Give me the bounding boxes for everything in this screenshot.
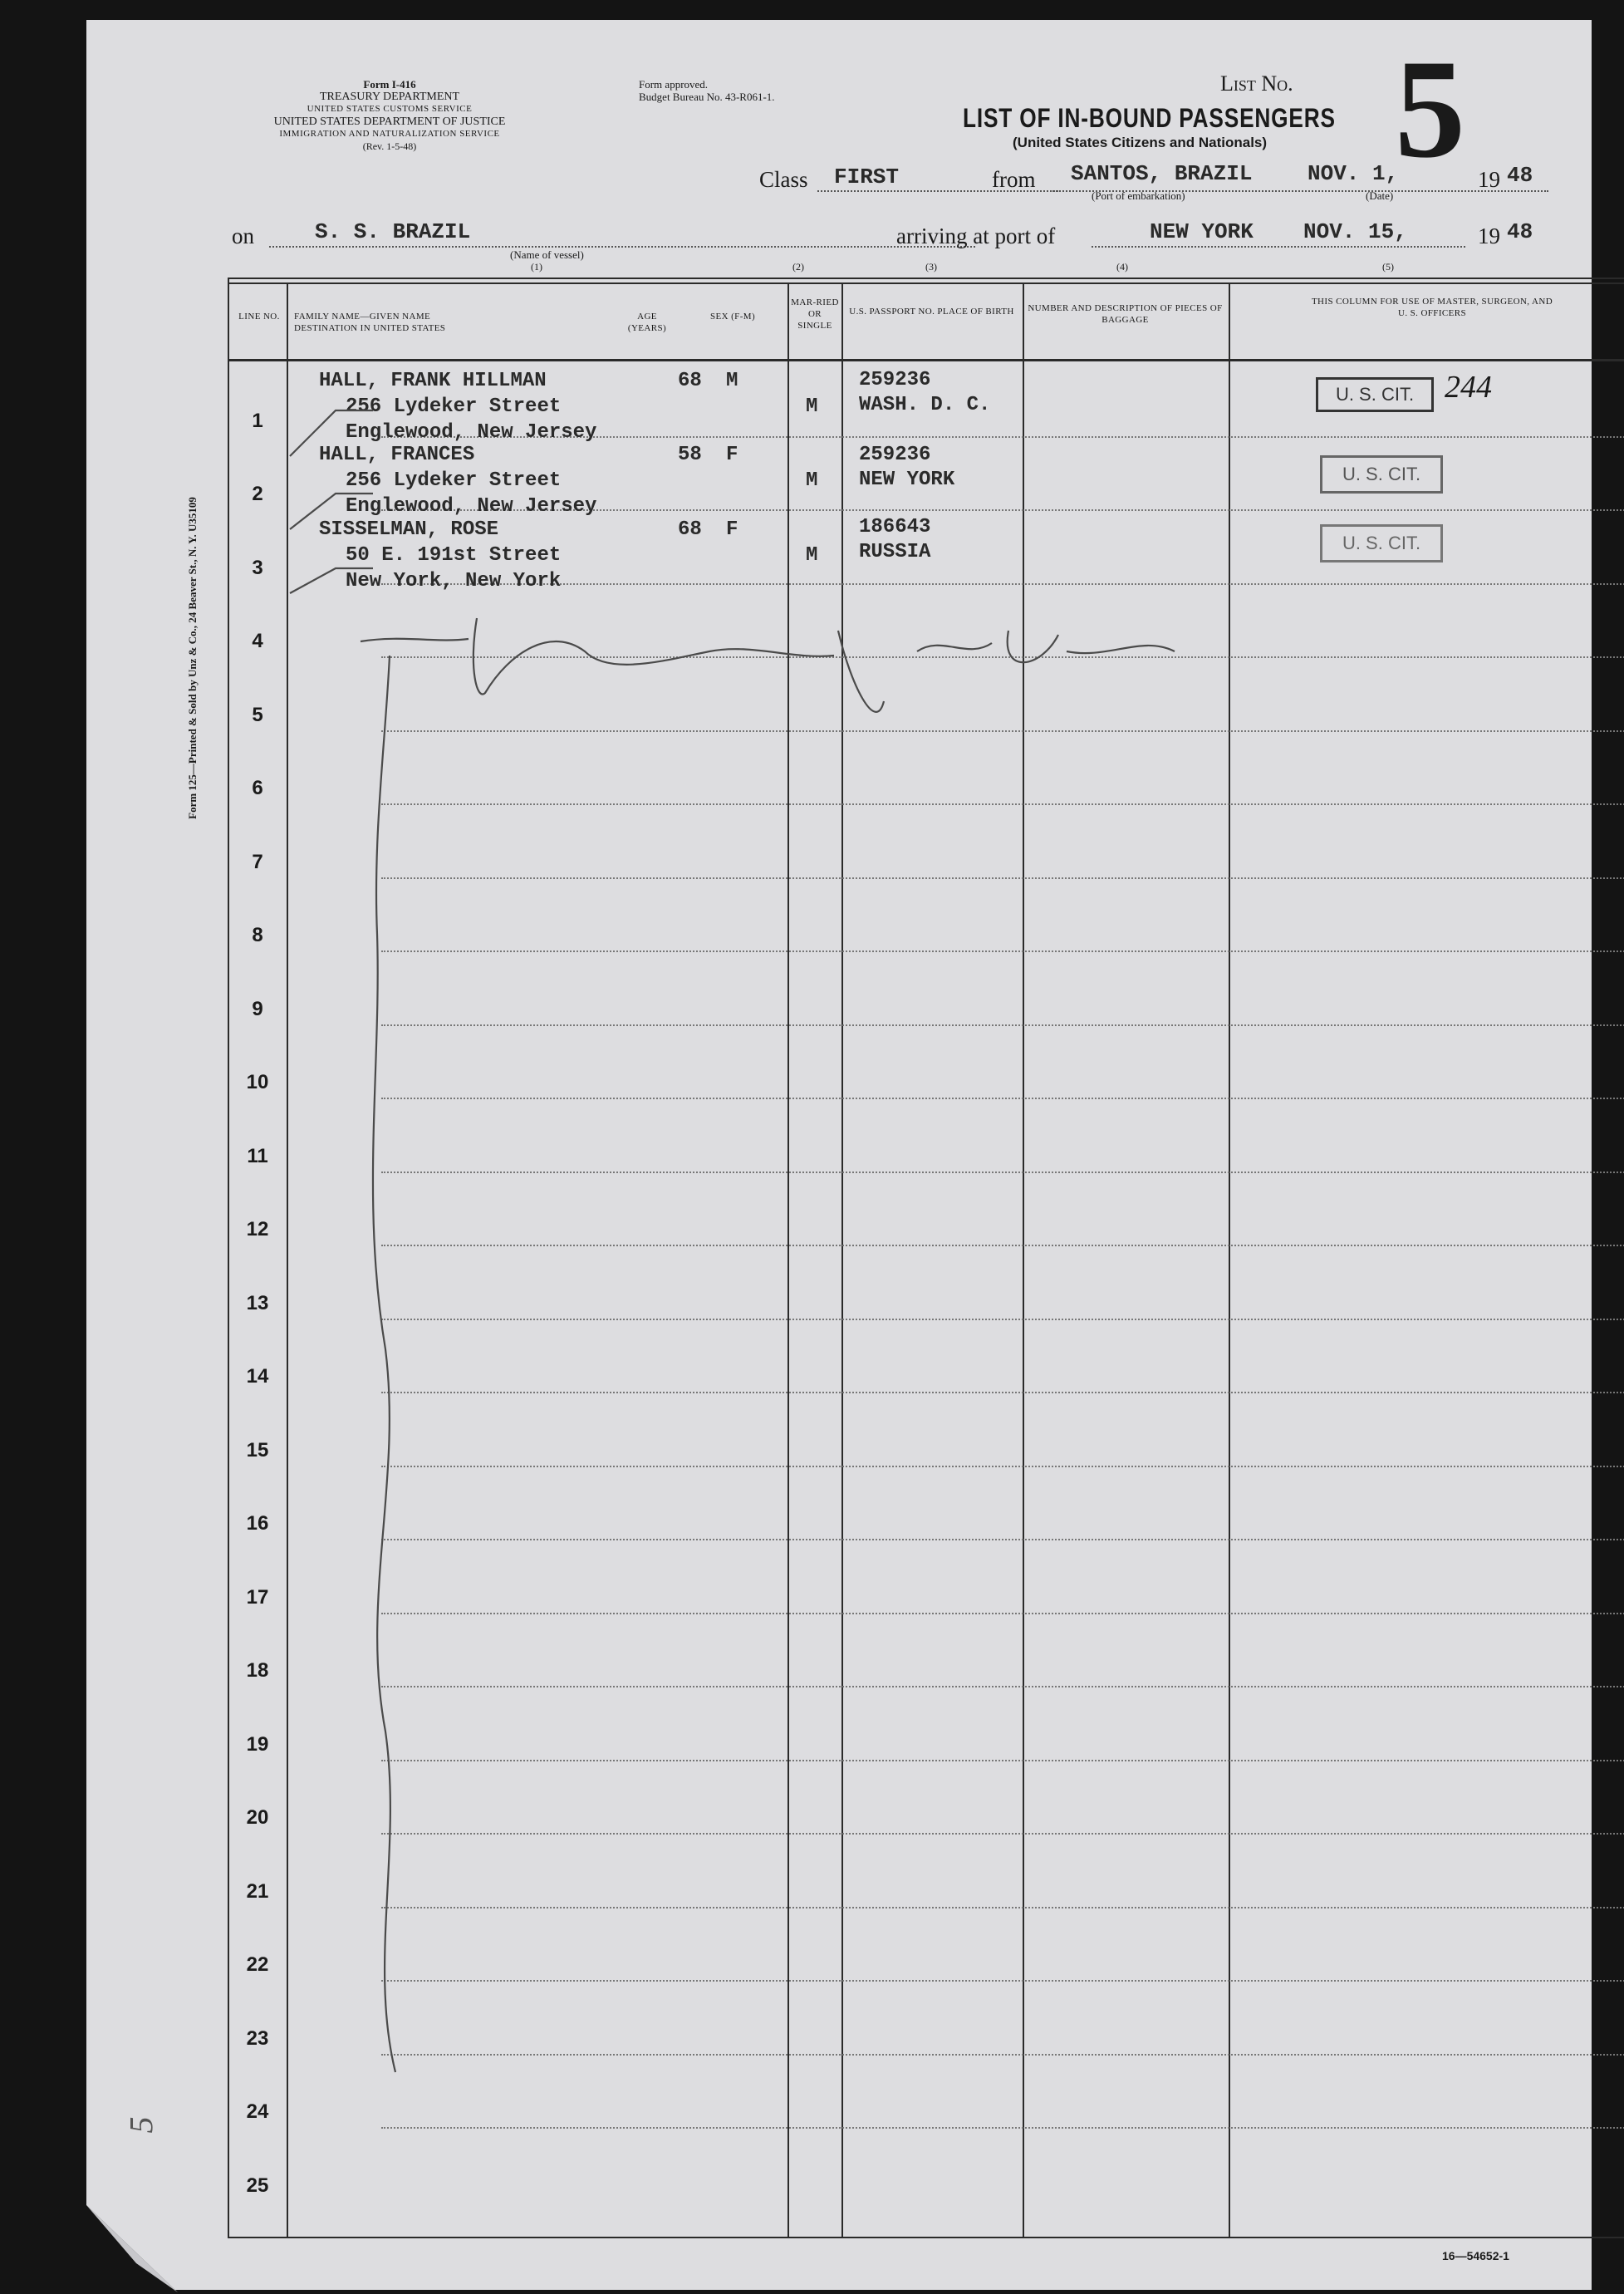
- line-number: 12: [246, 1218, 269, 1240]
- passenger-1-age: 68: [678, 370, 702, 392]
- col-header-officers: THIS COLUMN FOR USE OF MASTER, SURGEON, AND U. S. OFFICERS: [1311, 297, 1553, 318]
- vessel-caption: (Name of vessel): [510, 248, 584, 261]
- margin-mark: 5: [122, 2116, 160, 2134]
- embark-port: SANTOS, BRAZIL: [1071, 161, 1253, 186]
- line-number: 15: [246, 1438, 269, 1461]
- col-num-2: (2): [792, 261, 804, 273]
- class-value: FIRST: [834, 165, 900, 189]
- line-number: 21: [246, 1879, 269, 1903]
- passenger-1-city: Englewood, New Jersey: [346, 421, 597, 444]
- passenger-3-birthplace: RUSSIA: [859, 541, 931, 563]
- passenger-2-street: 256 Lydeker Street: [346, 469, 562, 492]
- passenger-1-name: HALL, FRANK HILLMAN: [319, 370, 547, 392]
- line-number: 16: [246, 1512, 269, 1535]
- arriving-label: arriving at port of: [896, 224, 1056, 248]
- list-no-label: List No.: [1220, 71, 1293, 96]
- side-imprint: Form 125—Printed & Sold by Unz & Co., 24 Beaver St., N. Y. U35109: [186, 497, 199, 819]
- signature-flourish: [373, 656, 395, 2072]
- treasury-dept: TREASURY DEPARTMENT: [319, 91, 460, 103]
- line-number: 25: [246, 2174, 269, 2197]
- col-header-baggage: NUMBER AND DESCRIPTION OF PIECES OF BAGGAGE: [1028, 303, 1223, 325]
- col-header-age: AGE (YEARS): [627, 312, 667, 333]
- col-header-passport: U.S. PASSPORT NO. PLACE OF BIRTH: [849, 307, 1014, 317]
- line-number: 18: [246, 1659, 269, 1682]
- passenger-3-marital: M: [806, 544, 818, 567]
- col-header-married: MAR-RIED OR SINGLE: [791, 297, 839, 331]
- line-number: 11: [247, 1144, 268, 1167]
- line-number: 7: [252, 850, 263, 873]
- passenger-3-name: SISSELMAN, ROSE: [319, 518, 499, 541]
- line-number: 9: [252, 997, 263, 1020]
- passenger-1-sex: M: [726, 370, 738, 392]
- passenger-2-birthplace: NEW YORK: [859, 469, 955, 491]
- signature-mark: [361, 618, 1175, 712]
- col-header-destination: DESTINATION IN UNITED STATES: [294, 323, 446, 333]
- page-subtitle: (United States Citizens and Nationals): [1013, 135, 1268, 150]
- col-header-name: FAMILY NAME—GIVEN NAME: [294, 312, 431, 322]
- passenger-3-citizen-stamp: U. S. CIT.: [1320, 524, 1443, 562]
- passenger-1-street: 256 Lydeker Street: [346, 395, 562, 418]
- arrival-year: 48: [1507, 219, 1533, 244]
- passenger-3-city: New York, New York: [346, 570, 562, 592]
- passenger-1-passport: 259236: [859, 369, 931, 391]
- line-number: 8: [252, 924, 263, 946]
- col-num-5: (5): [1382, 261, 1394, 273]
- arrival-port: NEW YORK: [1150, 219, 1254, 244]
- passenger-2-name: HALL, FRANCES: [319, 444, 475, 466]
- line-number: 14: [246, 1365, 269, 1388]
- line-number: 24: [246, 2100, 269, 2123]
- passenger-2-citizen-stamp: U. S. CIT.: [1320, 455, 1443, 494]
- folded-corner: [86, 2205, 186, 2292]
- passenger-3-passport: 186643: [859, 516, 931, 538]
- passenger-1-marital: M: [806, 395, 818, 418]
- passenger-2-sex: F: [726, 444, 738, 466]
- line-number: 3: [252, 556, 263, 579]
- line-number: 2: [252, 483, 263, 505]
- immigration-service: IMMIGRATION AND NATURALIZATION SERVICE: [279, 129, 500, 139]
- passenger-2-passport: 259236: [859, 444, 931, 466]
- passenger-1-birthplace: WASH. D. C.: [859, 394, 991, 416]
- customs-service: UNITED STATES CUSTOMS SERVICE: [307, 104, 473, 114]
- justice-dept: UNITED STATES DEPARTMENT OF JUSTICE: [273, 115, 506, 128]
- manifest-sheet: [86, 20, 1592, 2290]
- passenger-2-marital: M: [806, 469, 818, 492]
- col-num-4: (4): [1116, 261, 1128, 273]
- passenger-1-citizen-stamp: U. S. CIT.: [1316, 377, 1434, 412]
- line-number: 22: [246, 1953, 269, 1976]
- line-number: 20: [246, 1806, 269, 1829]
- line-number: 4: [252, 630, 263, 652]
- passenger-3-sex: F: [726, 518, 738, 541]
- passenger-2-city: Englewood, New Jersey: [346, 495, 597, 518]
- check-mark: [290, 410, 373, 456]
- embark-date: NOV. 1,: [1308, 161, 1399, 186]
- check-mark: [290, 568, 373, 593]
- col-header-line-no: LINE NO.: [238, 312, 280, 322]
- line-number: 6: [252, 777, 263, 799]
- col-num-3: (3): [925, 261, 937, 273]
- passenger-1-officer-note: 244: [1445, 370, 1492, 405]
- footer-code: 16—54652-1: [1442, 2249, 1509, 2262]
- form-number: Form I-416: [363, 78, 416, 91]
- year-value: 48: [1507, 163, 1533, 188]
- page-title: LIST OF IN-BOUND PASSENGERS: [963, 103, 1336, 133]
- col-header-sex: SEX (F-M): [709, 312, 756, 322]
- year-prefix: 19: [1478, 167, 1500, 192]
- revision-date: (Rev. 1-5-48): [362, 140, 417, 152]
- vessel-name: S. S. BRAZIL: [315, 219, 471, 244]
- line-number: 1: [252, 409, 263, 432]
- date-caption: (Date): [1366, 189, 1394, 202]
- line-number: 17: [246, 1585, 269, 1609]
- passenger-3-age: 68: [678, 518, 702, 541]
- arrival-year-prefix: 19: [1478, 224, 1500, 248]
- line-number: 23: [246, 2026, 269, 2050]
- list-no-value: 5: [1395, 31, 1465, 187]
- check-mark: [290, 494, 373, 529]
- on-label: on: [232, 224, 254, 248]
- class-label: Class: [759, 167, 808, 192]
- approved-text: Form approved.: [639, 78, 709, 91]
- arrival-date: NOV. 15,: [1303, 219, 1407, 244]
- budget-number: Budget Bureau No. 43-R061-1.: [639, 91, 775, 103]
- line-number: 13: [246, 1291, 269, 1314]
- passenger-2-age: 58: [678, 444, 702, 466]
- from-label: from: [992, 167, 1036, 192]
- line-number: 19: [246, 1732, 269, 1756]
- passenger-3-street: 50 E. 191st Street: [346, 544, 562, 567]
- col-num-1: (1): [531, 261, 542, 273]
- embark-caption: (Port of embarkation): [1092, 189, 1185, 202]
- handwritten-annotations: [86, 20, 1592, 2290]
- line-number: 10: [246, 1071, 269, 1093]
- line-number: 5: [252, 703, 263, 726]
